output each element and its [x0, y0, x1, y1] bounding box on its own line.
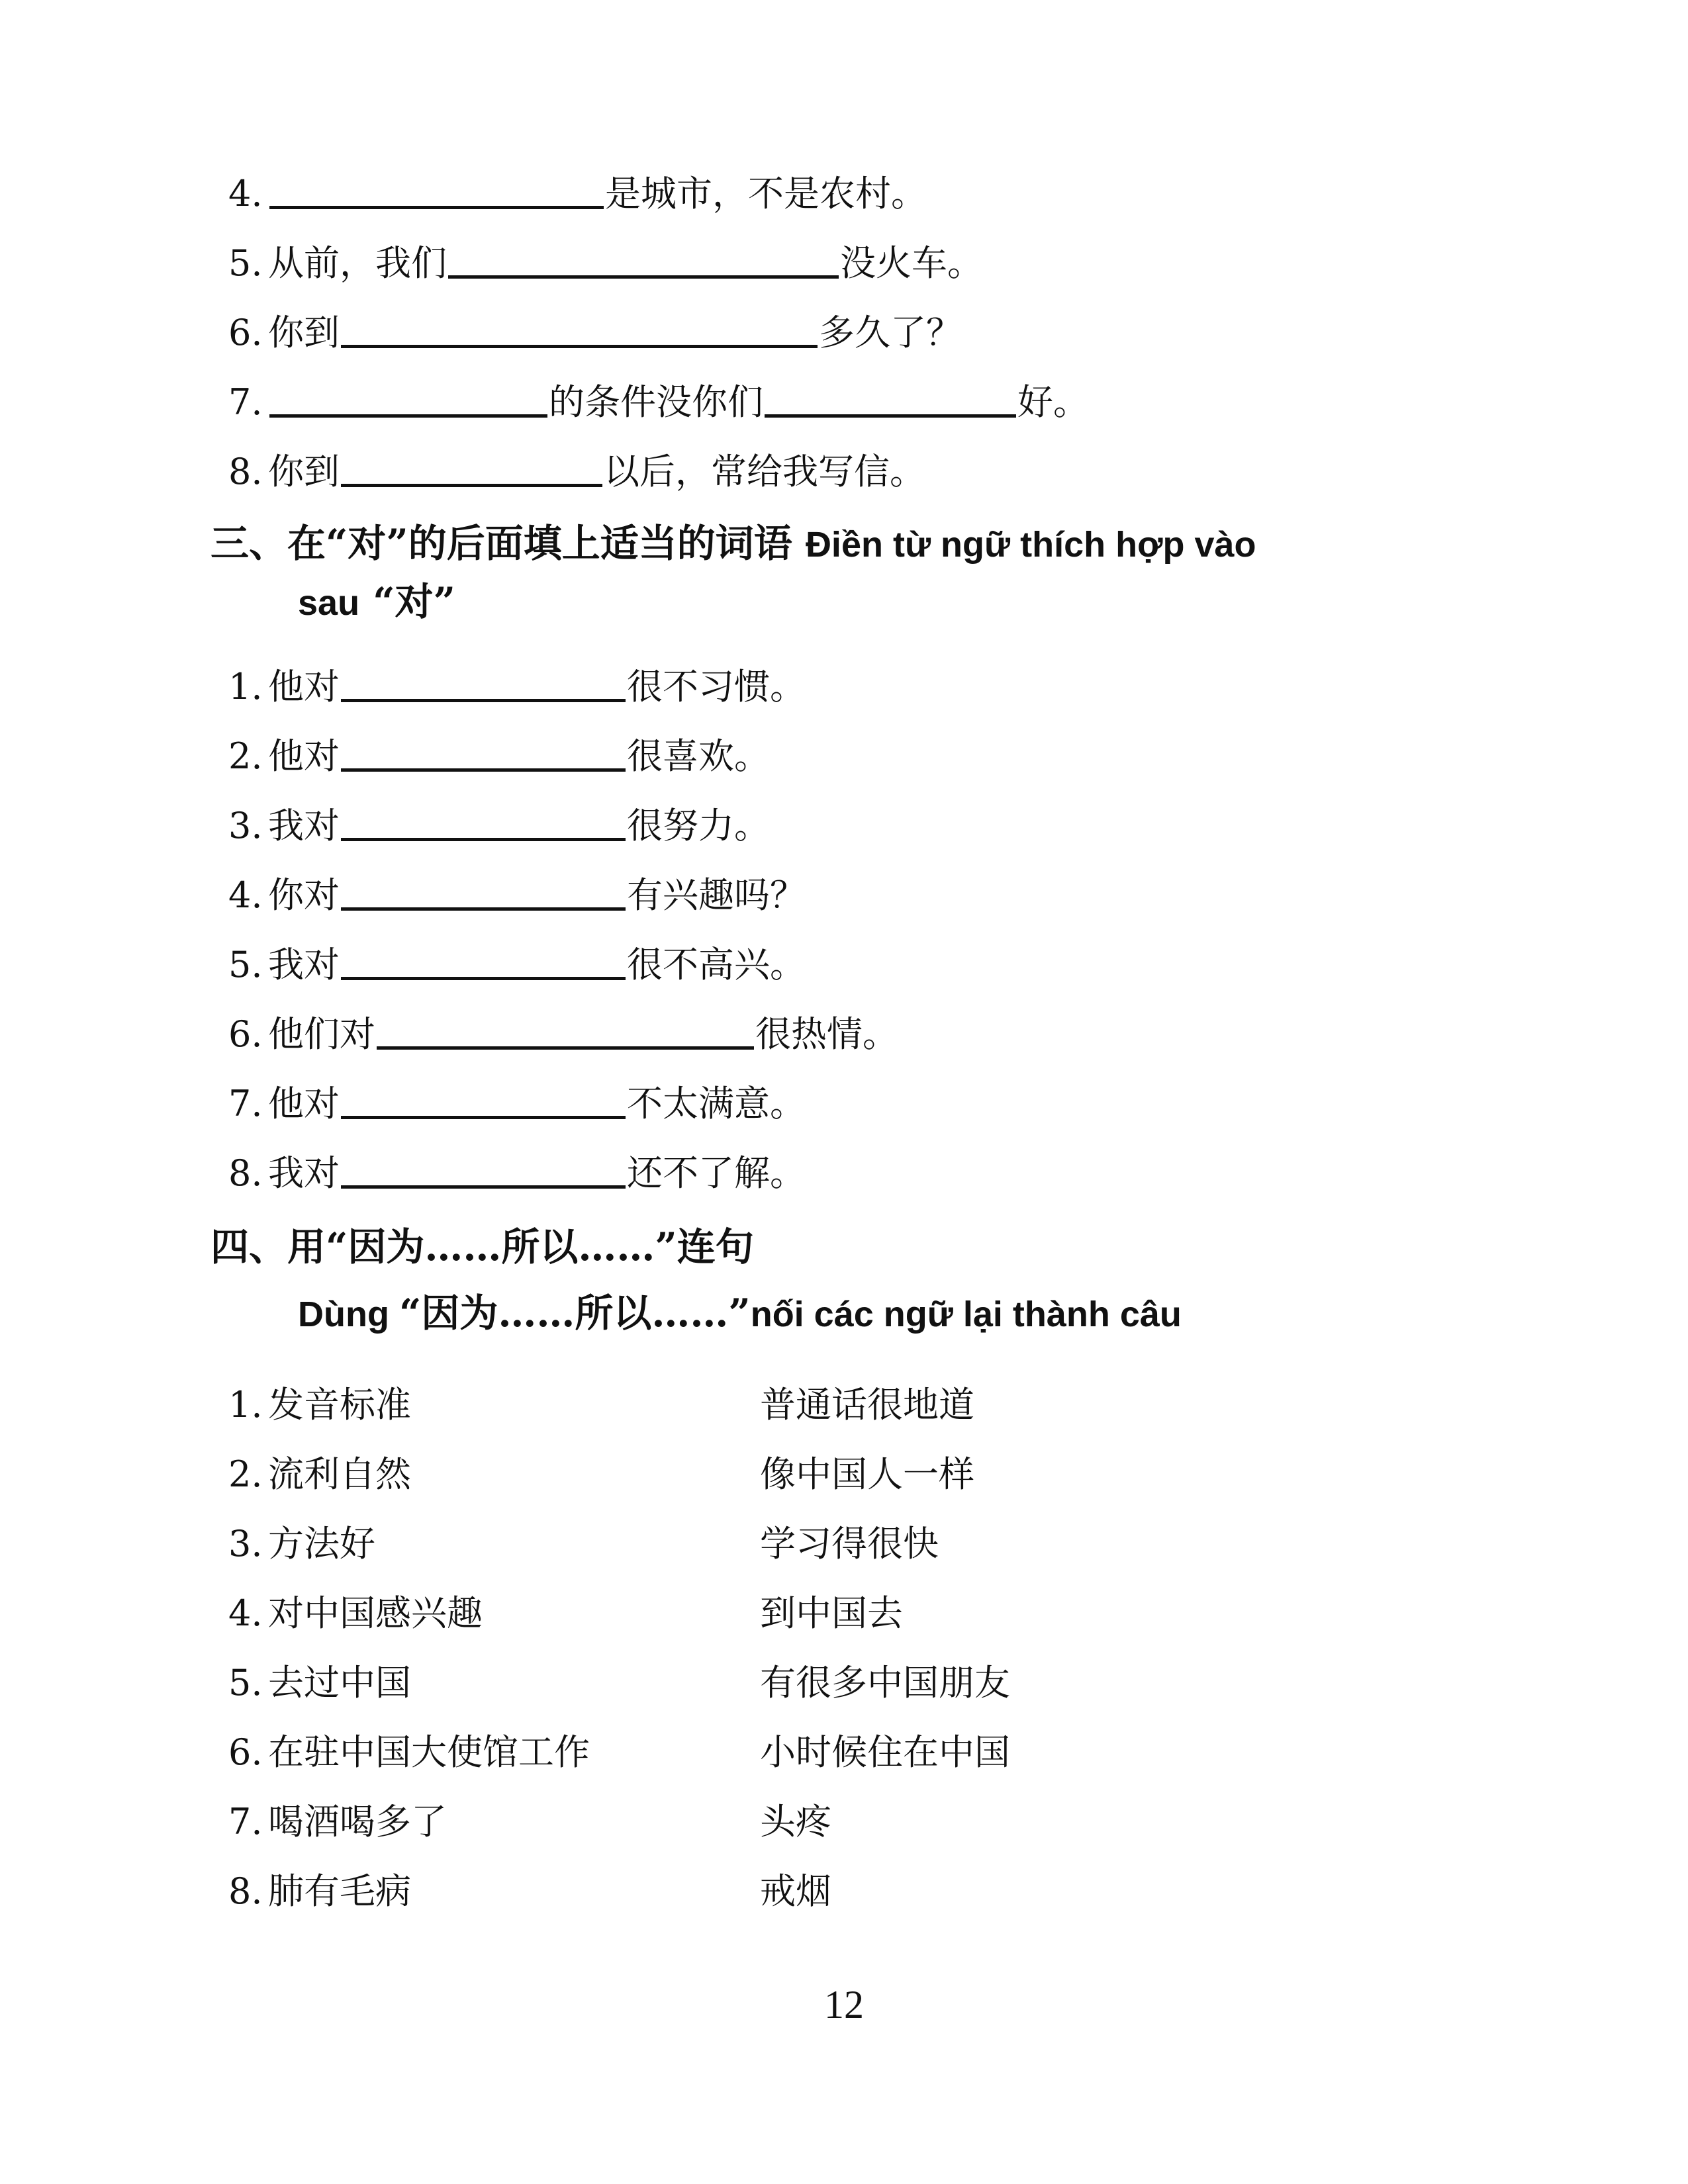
exercise4-item: 3. 方法好 — [228, 1523, 375, 1565]
exercise4-item-right: 普通话很地道 — [760, 1384, 974, 1426]
answer-blank[interactable] — [341, 483, 602, 487]
exercise4-item: 7. 喝酒喝多了 — [228, 1801, 447, 1843]
exercise4-item-right: 像中国人一样 — [760, 1453, 974, 1495]
exercise2-item-6: 6. 你到 多久了？ — [228, 312, 962, 353]
answer-blank[interactable] — [269, 414, 547, 418]
exercise4-item-right: 小时候住在中国 — [760, 1731, 1010, 1773]
exercise4-item: 5. 去过中国 — [228, 1662, 411, 1704]
answer-blank[interactable] — [341, 698, 626, 702]
exercise2-item-8: 8. 你到 以后，常给我写信。 — [228, 451, 925, 492]
exercise4-item: 2. 流利自然 — [228, 1453, 411, 1495]
answer-blank[interactable] — [341, 837, 626, 841]
answer-blank[interactable] — [448, 275, 839, 279]
section3-heading: 三、在“对”的后面填上适当的词语 Điền từ ngữ thích hợp vào — [211, 521, 1256, 566]
answer-blank[interactable] — [765, 414, 1016, 418]
exercise4-item-right: 有很多中国朋友 — [760, 1662, 1010, 1704]
exercise4-item-right: 头疼 — [760, 1801, 831, 1843]
exercise3-item: 6. 他们对 很热情。 — [228, 1013, 898, 1055]
exercise3-item: 7. 他对 不太满意。 — [228, 1083, 806, 1124]
exercise2-item-7: 7. 的条件没你们 好。 — [228, 381, 1089, 423]
exercise3-item: 2. 他对 很喜欢。 — [228, 735, 770, 777]
exercise2-item-4: 4. 是城市，不是农村。 — [228, 173, 927, 214]
answer-blank[interactable] — [341, 1185, 626, 1189]
answer-blank[interactable] — [341, 976, 626, 980]
exercise3-item: 4. 你对 有兴趣吗？ — [228, 874, 806, 916]
answer-blank[interactable] — [341, 344, 818, 348]
answer-blank[interactable] — [341, 907, 626, 911]
section4-subheading: Dùng “因为……所以……”nối các ngữ lại thành câu — [298, 1291, 1182, 1336]
exercise4-item: 8. 肺有毛病 — [228, 1870, 411, 1912]
exercise4-item-right: 学习得很快 — [760, 1523, 939, 1565]
exercise4-item: 1. 发音标准 — [228, 1384, 411, 1426]
exercise4-item-right: 到中国去 — [760, 1592, 903, 1634]
exercise3-item: 1. 他对 很不习惯。 — [228, 666, 806, 707]
answer-blank[interactable] — [377, 1046, 754, 1050]
answer-blank[interactable] — [341, 768, 626, 772]
exercise3-item: 3. 我对 很努力。 — [228, 805, 770, 846]
exercise2-item-5: 5. 从前，我们 没火车。 — [228, 242, 983, 284]
exercise3-item: 5. 我对 很不高兴。 — [228, 944, 806, 985]
section3-heading-cont: sau “对” — [298, 579, 455, 624]
exercise4-item-right: 戒烟 — [760, 1870, 831, 1912]
section4-heading: 四、用“因为……所以……”连句 — [211, 1224, 754, 1269]
answer-blank[interactable] — [269, 205, 604, 209]
answer-blank[interactable] — [341, 1115, 626, 1119]
exercise4-item: 4. 对中国感兴趣 — [228, 1592, 483, 1634]
page-number: 12 — [824, 1983, 864, 2026]
exercise4-item: 6. 在驻中国大使馆工作 — [228, 1731, 590, 1773]
exercise3-item: 8. 我对 还不了解。 — [228, 1152, 806, 1194]
